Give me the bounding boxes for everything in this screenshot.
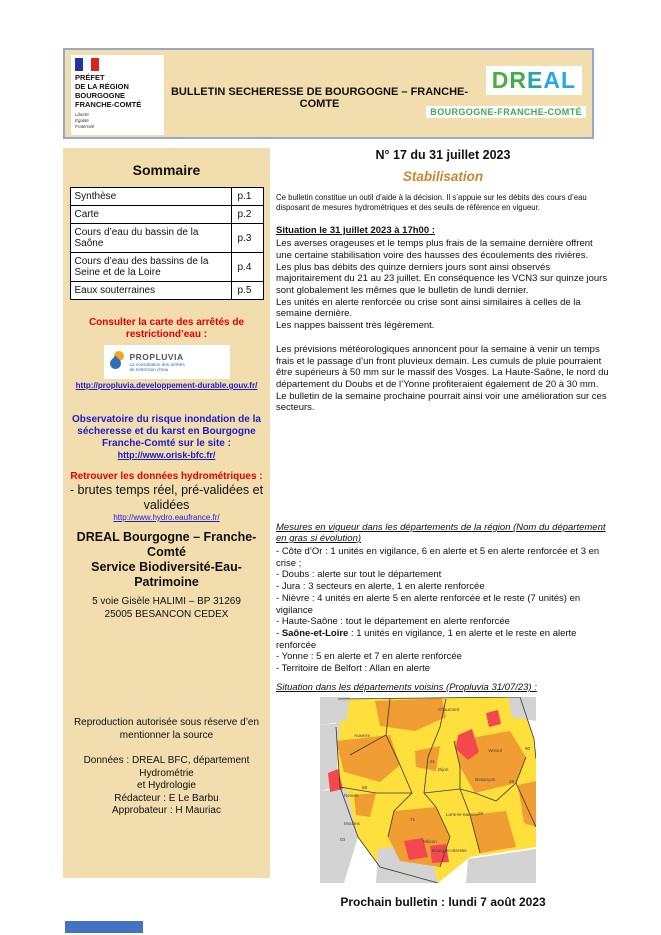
toc-row: Synthèse p.1 xyxy=(70,188,263,206)
next-bulletin-text: Prochain bulletin : lundi 7 août 2023 xyxy=(340,894,546,909)
svg-text:Mâcon: Mâcon xyxy=(423,838,437,844)
orisk-link[interactable]: http://www.orisk-bfc.fr/ xyxy=(117,450,216,460)
text-line: Le bulletin de la semaine prochaine pourrait ainsi voir une amélioration sur ces secteurs. xyxy=(276,390,607,414)
hydro-subtext: - brutes temps réel, pré-validées et validées xyxy=(69,483,264,512)
reproduction-note: Reproduction autorisée sous réserve d’en mentionner la source xyxy=(73,717,260,741)
data-source-note: Données : DREAL BFC, département Hydrométrie et Hydrologie Rédacteur : E Le Barbu Approbateur : H Mauriac xyxy=(83,755,250,816)
text-line: Les unités en alerte renforcée ou crise sont ainsi similaires à celles de la semaine dernière. xyxy=(276,296,581,320)
text-line: Les prévisions météorologiques annoncent pour la semaine à venir un temps frais et le passage d’un front pluvieux demain. Les cumuls de pluie pourraient être supérieurs à 50 mm sur le massif des Vosges. La Haute-Saône, le nord du département du Doubs et de l’Yonne profiteraient également de 20 à 30 mm. xyxy=(276,343,609,390)
drought-map xyxy=(320,697,536,883)
propluvia-tagline: La consultation des arrêtés de restriction d’eau xyxy=(129,361,185,372)
propluvia-logo xyxy=(104,345,230,379)
text-line: Les averses orageuses et le temps plus frais de la semaine dernière offrent une certaine stabilisation voire des hausses des écoulements des rivières. xyxy=(276,238,593,261)
toc-table xyxy=(70,187,264,300)
svg-text:Nevers: Nevers xyxy=(344,792,359,798)
orisk-heading: Observatoire du risque inondation de la sécheresse et du karst en Bourgogne Franche-Comté sur le site : xyxy=(72,414,261,449)
propluvia-sun-drop-icon xyxy=(108,351,126,373)
department-status-list xyxy=(276,546,610,675)
prefet-logo xyxy=(71,55,164,135)
text-line: Les nappes baissent très légèrement. xyxy=(276,320,435,332)
svg-text:21: 21 xyxy=(430,758,436,764)
situation-paragraphs xyxy=(276,238,610,332)
svg-text:03: 03 xyxy=(340,836,346,842)
svg-text:71: 71 xyxy=(410,816,416,822)
prefet-line: FRANCHE-COMTÉ xyxy=(75,100,142,109)
text-line: Les plus bas débits des quinze derniers jours sont ainsi observés majoritairement du 21 au 23 juillet. En conséquence les VCN3 sur quinze jours sont globalement les mêmes que le bulletin de lundi dernier. xyxy=(276,261,608,296)
department-status-line: - Haute-Saône : tout le département en alerte renforcée xyxy=(276,616,510,628)
status-title: Stabilisation xyxy=(402,169,484,184)
dreal-logo: DREAL xyxy=(486,66,582,95)
propluvia-logo-name: PROPLUVIA xyxy=(129,351,184,362)
svg-text:Auxerre: Auxerre xyxy=(354,732,371,738)
forecast-paragraphs xyxy=(276,344,610,414)
department-status-line: - Saône-et-Loire : 1 unités en vigilance, 1 en alerte et le reste en alerte renforcée xyxy=(276,627,577,651)
svg-text:58: 58 xyxy=(362,784,368,790)
bulletin-number: N° 17 du 31 juillet 2023 xyxy=(375,148,511,162)
department-status-line: - Côte d’Or : 1 unités en vigilance, 6 en alerte et 5 en alerte renforcée et 3 en crise ; xyxy=(276,546,600,569)
hydro-link[interactable]: http://www.hydro.eaufrance.fr/ xyxy=(113,513,220,522)
toc-row: Carte p.2 xyxy=(70,206,263,224)
footer-blue-bar xyxy=(65,921,143,933)
svg-text:25: 25 xyxy=(509,778,515,784)
svg-text:Besançon: Besançon xyxy=(475,776,496,782)
mesures-heading: Mesures en vigueur dans les départements de la région (Nom du département en gras si évolution) xyxy=(276,522,606,545)
main-content xyxy=(276,148,610,909)
svg-text:Lons-le-Saunier: Lons-le-Saunier xyxy=(446,811,479,817)
sommaire-title: Sommaire xyxy=(132,162,201,178)
department-status-line: - Doubs : alerte sur tout le département xyxy=(276,569,442,581)
svg-text:Moulins: Moulins xyxy=(344,820,360,826)
propluvia-link[interactable]: http://propluvia.developpement-durable.gouv.fr/ xyxy=(75,381,258,390)
prefet-line: BOURGOGNE xyxy=(75,91,126,100)
dreal-region-label: BOURGOGNE-FRANCHE-COMTÉ xyxy=(426,106,586,118)
situation-heading: Situation le 31 juillet 2023 à 17h00 : xyxy=(276,225,435,237)
page-header xyxy=(63,48,594,139)
toc-row: Cours d’eau des bassins de la Seine et de la Loire p.4 xyxy=(70,253,263,282)
french-flag-icon xyxy=(75,58,99,71)
toc-row: Eaux souterraines p.5 xyxy=(70,282,263,300)
intro-text: Ce bulletin constitue un outil d’aide à la décision. Il s’appuie sur les débits des cours d’eau disposant de mesures hydrométriques et des seuils de référence en vigueur. xyxy=(276,193,587,212)
propluvia-heading: Consulter la carte des arrêtés de restrictiond’eau : xyxy=(88,317,245,340)
dreal-address-name: DREAL Bourgogne – Franche-Comté Service Biodiversité-Eau-Patrimoine xyxy=(76,530,257,589)
svg-text:Bourg-en-Bresse: Bourg-en-Bresse xyxy=(432,847,467,853)
department-status-line: - Jura : 3 secteurs en alerte, 1 en alerte renforcée xyxy=(276,581,485,593)
dreal-address: 5 voie Gisèle HALIMI – BP 31269 25005 BESANCON CEDEX xyxy=(92,596,241,620)
department-status-line: - Yonne : 5 en alerte et 7 en alerte renforcée xyxy=(276,651,462,663)
svg-text:Vesoul: Vesoul xyxy=(488,747,502,753)
prefet-line: DE LA RÉGION xyxy=(75,82,129,91)
department-status-line: - Nièvre : 4 unités en alerte 5 en alerte renforcée et le reste (7 unités) en vigilance xyxy=(276,592,581,616)
bulletin-title: BULLETIN SECHERESSE DE BOURGOGNE – FRANCHE-COMTE xyxy=(170,86,469,110)
voisins-heading: Situation dans les départements voisins (Propluvia 31/07/23) : xyxy=(276,681,537,693)
department-status-line: - Territoire de Belfort : Allan en alerte xyxy=(276,663,431,675)
sidebar xyxy=(63,148,270,878)
hydro-heading: Retrouver les données hydrométriques : xyxy=(70,471,263,482)
svg-text:Chaumont: Chaumont xyxy=(438,706,460,712)
svg-text:39: 39 xyxy=(478,810,484,816)
prefet-line: PRÉFET xyxy=(75,73,105,82)
svg-text:Dijon: Dijon xyxy=(438,766,449,772)
svg-text:90: 90 xyxy=(525,745,531,751)
toc-row: Cours d’eau du bassin de la Saône p.3 xyxy=(70,224,263,253)
prefet-motto: Liberté Égalité Fraternité xyxy=(75,112,95,129)
